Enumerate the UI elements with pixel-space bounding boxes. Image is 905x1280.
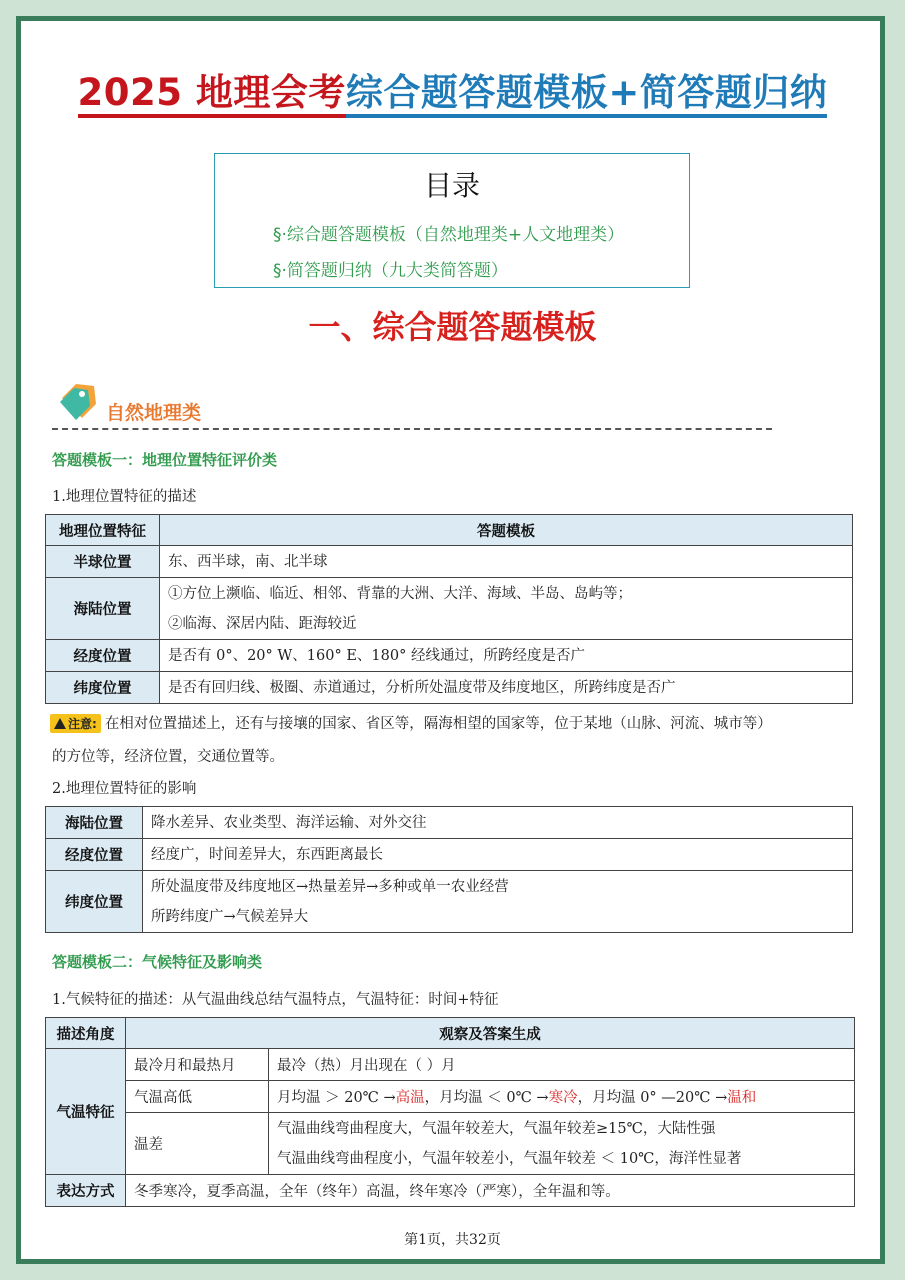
table-row [46,1049,855,1081]
row-value: 降水差异、农业类型、海洋运输、对外交往 [143,807,853,839]
table-row [46,1113,855,1175]
template2-para1: 1.气候特征的描述：从气温曲线总结气温特点，气温特征：时间+特征 [52,992,499,1008]
row-key: 经度位置 [46,640,160,672]
climate-table [45,1017,855,1207]
note-paragraph [50,712,772,733]
template1-heading: 答题模板一：地理位置特征评价类 [52,451,278,469]
row-key: 纬度位置 [46,672,160,704]
row-value: 冬季寒冷，夏季高温，全年（终年）高温，终年寒冷（严寒），全年温和等。 [126,1175,855,1207]
row-subkey: 最冷月和最热月 [126,1049,269,1081]
row-key: 半球位置 [46,546,160,578]
row-value: 最冷（热）月出现在（ ）月 [269,1049,855,1081]
table-header-cell: 观察及答案生成 [126,1018,855,1049]
row-key: 海陆位置 [46,578,160,640]
row-value: 月均温 ＞ 20℃ →高温，月均温 ＜ 0℃ →寒冷，月均温 0° —20℃ →温和 [269,1081,855,1113]
table-row [46,871,853,933]
tag-icon [58,380,98,420]
table-row [46,672,853,704]
page-title [0,62,905,116]
table-header-cell: 描述角度 [46,1018,126,1049]
row-key: 表达方式 [46,1175,126,1207]
dashed-divider [52,428,772,430]
table-row [46,1175,855,1207]
row-value: ①方位上濒临、临近、相邻、背靠的大洲、大洋、海域、半岛、岛屿等； ②临海、深居内陆、距海较近 [160,578,853,640]
note-text-1: 在相对位置描述上，还有与接壤的国家、省区等，隔海相望的国家等，位于某地（山脉、河流、城市等） [104,716,772,732]
row-value: 所处温度带及纬度地区→热量差异→多种或单一农业经营 所跨纬度广→气候差异大 [143,871,853,933]
section-heading: 一、综合题答题模板 [308,308,597,346]
row-subkey: 温差 [126,1113,269,1175]
category-label: 自然地理类 [106,402,202,424]
toc-item-1[interactable]: §·综合题答题模板（自然地理类+人文地理类） [273,225,625,245]
row-value: 是否有回归线、极圈、赤道通过，分析所处温度带及纬度地区，所跨纬度是否广 [160,672,853,704]
warning-icon: 注意: [50,714,101,733]
template1-para1: 1.地理位置特征的描述 [52,489,197,505]
title-part-red: 2025 地理会考 [78,71,346,118]
note-text-2: 的方位等，经济位置，交通位置等。 [52,749,284,765]
row-value: 是否有 0°、20° W、160° E、180° 经线通过，所跨经度是否广 [160,640,853,672]
table-row [46,640,853,672]
table-row [46,1081,855,1113]
table-row [46,807,853,839]
table-header-cell: 地理位置特征 [46,515,160,546]
table-row [46,546,853,578]
row-value: 经度广，时间差异大，东西距离最长 [143,839,853,871]
template1-para2: 2.地理位置特征的影响 [52,781,197,797]
location-influence-table [45,806,853,933]
table-header-row [46,515,853,546]
table-of-contents [214,153,690,288]
row-key: 纬度位置 [46,871,143,933]
location-description-table [45,514,853,704]
toc-item-2[interactable]: §·简答题归纳（九大类简答题） [273,261,508,281]
table-row [46,839,853,871]
row-subkey: 气温高低 [126,1081,269,1113]
page-footer: 第1页，共32页 [404,1232,501,1248]
row-key: 气温特征 [46,1049,126,1175]
title-part-blue: 综合题答题模板+简答题归纳 [346,71,828,118]
row-value: 气温曲线弯曲程度大，气温年较差大，气温年较差≥15℃，大陆性强 气温曲线弯曲程度小，气温年较差小，气温年较差 ＜ 10℃，海洋性显著 [269,1113,855,1175]
row-key: 经度位置 [46,839,143,871]
row-key: 海陆位置 [46,807,143,839]
toc-heading: 目录 [423,169,480,202]
template2-heading: 答题模板二：气候特征及影响类 [52,953,263,971]
table-row [46,578,853,640]
table-header-row [46,1018,855,1049]
table-header-cell: 答题模板 [160,515,853,546]
row-value: 东、西半球，南、北半球 [160,546,853,578]
